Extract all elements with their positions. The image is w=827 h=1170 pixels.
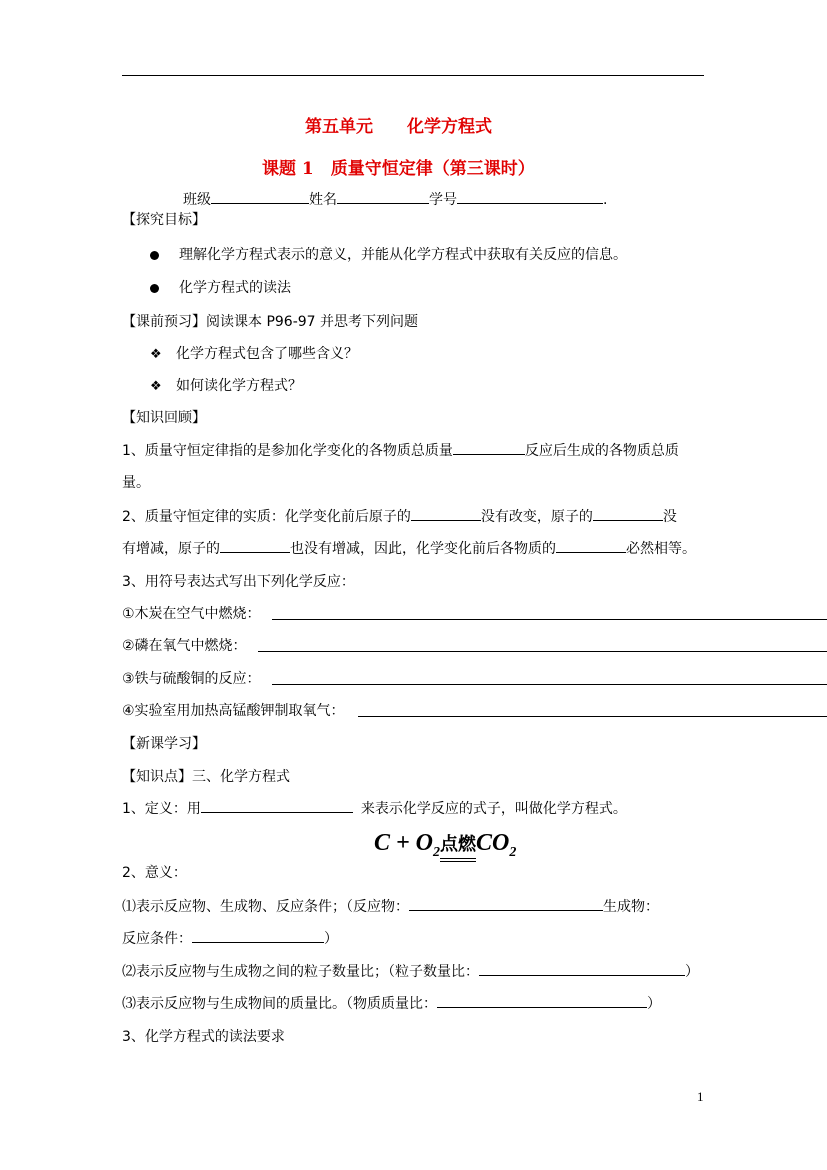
- reaction-answer-line[interactable]: [258, 651, 827, 652]
- review-q2: 2、质量守恒定律的实质：化学变化前后原子的 没有改变，原子的 没: [122, 506, 677, 526]
- preview-question: ❖ 化学方程式包含了哪些含义？: [150, 346, 358, 362]
- reaction-label: ④实验室用加热高锰酸钾制取氧气：: [122, 703, 345, 719]
- diamond-bullet-icon: ❖: [150, 347, 162, 362]
- reaction-label: ②磷在氧气中燃烧：: [122, 638, 247, 654]
- knowledge-point: 【知识点】三、化学方程式: [122, 769, 290, 785]
- reaction-label: ③铁与硫酸铜的反应：: [122, 671, 261, 687]
- definition-line: 1、定义：用 来表示化学反应的式子，叫做化学方程式。: [122, 798, 627, 818]
- review-heading: 【知识回顾】: [122, 410, 206, 426]
- class-label: 班级: [183, 192, 211, 208]
- lesson-title: 课题 1 质量守恒定律（第三课时）: [262, 159, 535, 179]
- new-lesson-heading: 【新课学习】: [122, 736, 206, 752]
- review-q3: 3、用符号表达式写出下列化学反应：: [122, 574, 355, 590]
- number-field[interactable]: [457, 189, 603, 204]
- reading-heading: 3、化学方程式的读法要求: [122, 1029, 285, 1045]
- page-number: 1: [697, 1089, 704, 1104]
- blank-field[interactable]: [479, 961, 685, 976]
- blank-field[interactable]: [411, 506, 481, 521]
- diamond-bullet-icon: ❖: [150, 379, 162, 394]
- blank-field[interactable]: [409, 896, 603, 911]
- blank-field[interactable]: [556, 538, 626, 553]
- reaction-answer-line[interactable]: [272, 619, 827, 620]
- chemical-equation: $C + O_2$点燃$CO_2$: [374, 830, 517, 860]
- meaning-heading: 2、意义：: [122, 865, 187, 881]
- preview-question: ❖ 如何读化学方程式？: [150, 378, 302, 394]
- blank-field[interactable]: [593, 506, 663, 521]
- reaction-label: ①木炭在空气中燃烧：: [122, 606, 261, 622]
- reaction-answer-line[interactable]: [358, 716, 827, 717]
- unit-title: 第五单元 化学方程式: [305, 117, 492, 137]
- preview-heading: 【课前预习】阅读课本 P96-97 并思考下列问题: [122, 314, 419, 330]
- blank-field[interactable]: [201, 798, 353, 813]
- goals-heading: 【探究目标】: [122, 212, 206, 228]
- bullet-icon: [150, 284, 159, 293]
- meaning-1: ⑴表示反应物、生成物、反应条件；（反应物： 生成物：: [122, 896, 659, 916]
- bullet-icon: [150, 251, 159, 260]
- blank-field[interactable]: [220, 538, 290, 553]
- review-q1: 1、质量守恒定律指的是参加化学变化的各物质总质量 反应后生成的各物质总质: [122, 440, 679, 460]
- goal-item: 化学方程式的读法: [150, 277, 291, 297]
- class-field[interactable]: [211, 189, 309, 204]
- review-q2-cont: 有增减，原子的 也没有增减，因此，化学变化前后各物质的 必然相等。: [122, 538, 696, 558]
- review-q1-cont: 量。: [122, 475, 150, 491]
- reaction-condition: 点燃: [440, 830, 476, 856]
- student-info-line: [183, 189, 607, 209]
- name-label: 姓名: [309, 192, 337, 208]
- number-label: 学号: [429, 192, 457, 208]
- meaning-2: ⑵表示反应物与生成物之间的粒子数量比；（粒子数量比： ）: [122, 961, 699, 981]
- meaning-1-cont: 反应条件： ）: [122, 928, 338, 948]
- goal-item: 理解化学方程式表示的意义，并能从化学方程式中获取有关反应的信息。: [150, 244, 627, 264]
- end-mark: .: [603, 192, 608, 208]
- blank-field[interactable]: [453, 440, 525, 455]
- blank-field[interactable]: [437, 993, 647, 1008]
- meaning-3: ⑶表示反应物与生成物间的质量比。（物质质量比： ）: [122, 993, 661, 1013]
- reaction-answer-line[interactable]: [272, 684, 827, 685]
- name-field[interactable]: [337, 189, 429, 204]
- blank-field[interactable]: [192, 928, 324, 943]
- header-rule: [122, 75, 704, 76]
